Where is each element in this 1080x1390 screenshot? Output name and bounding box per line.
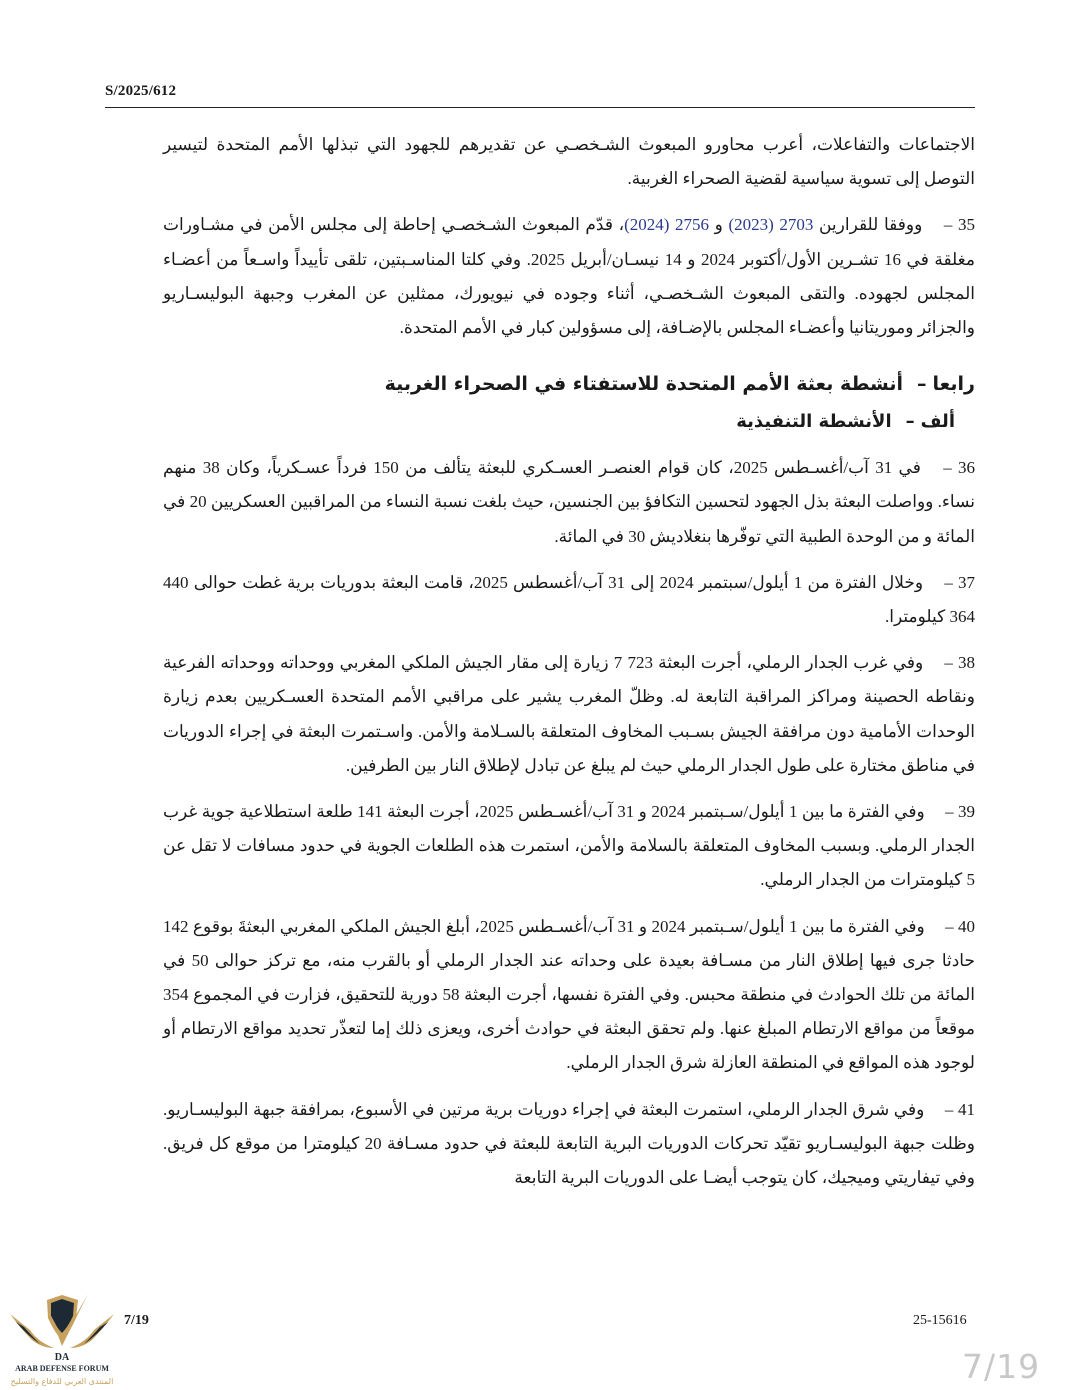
paragraph-number: 40 – bbox=[945, 917, 975, 936]
paragraph-text-pre: ووفقا للقرارين bbox=[813, 215, 923, 235]
paragraph-35 bbox=[163, 208, 975, 345]
paragraph-41 bbox=[163, 1093, 975, 1196]
paragraph-text: وخلال الفترة من 1 أيلول/سبتمبر 2024 إلى 31 آب/أغسطس 2025، قامت البعثة بدوريات برية غطت حوالى 440 364 كيلومترا. bbox=[163, 572, 975, 627]
intro-text: الاجتماعات والتفاعلات، أعرب محاورو المبعوث الشـخصـي عن تقديرهم للجهود التي تبذلها الأمم المتحدة لتيسير التوصل إلى تسوية سياسية لقضية الصحراء الغربية. bbox=[163, 135, 975, 189]
chapter-title: أنشطة بعثة الأمم المتحدة للاستفتاء في الصحراء الغربية bbox=[384, 373, 904, 396]
document-symbol: S/2025/612 bbox=[105, 83, 177, 99]
footer-page-number: 7/19 bbox=[124, 1313, 149, 1328]
logo-mark-text: DA bbox=[54, 1352, 70, 1363]
paragraph-number: 41 – bbox=[945, 1100, 975, 1119]
document-body bbox=[163, 128, 975, 1207]
resolution-link-2756[interactable]: 2756 (2024) bbox=[624, 215, 710, 235]
paragraph-number: 36 – bbox=[943, 458, 975, 477]
right-wing-icon bbox=[70, 1314, 114, 1348]
logo-subtitle: المنتدى العربي للدفاع والتسليح bbox=[10, 1377, 114, 1386]
heading-dash: – bbox=[905, 411, 915, 433]
section-label: ألف bbox=[920, 411, 955, 433]
chapter-label: رابعا bbox=[932, 373, 975, 396]
paragraph-36 bbox=[163, 451, 975, 554]
logo-title: ARAB DEFENSE FORUM bbox=[15, 1364, 109, 1373]
heading-dash: – bbox=[917, 373, 927, 396]
chapter-heading bbox=[163, 367, 975, 401]
paragraph-text: في 31 آب/أغسـطس 2025، كان قوام العنصـر العسـكري للبعثة يتألف من 150 فرداً عسـكرياً، وكان 38 منهم نساء. وواصلت البعثة بذل الجهود لتحسين التكافؤ بين الجنسين، حيث بلغت نسبة النساء من المراقبين العسكريين 20 في المائة و من الوحدة الطبية التي توفّرها بنغلاديش 30 في المائة. bbox=[163, 458, 975, 546]
intro-paragraph bbox=[163, 128, 975, 196]
paragraph-text: وفي الفترة ما بين 1 أيلول/سـبتمبر 2024 و 31 آب/أغسـطس 2025، أبلغ الجيش الملكي المغربي البعثةَ بوقوع 142 حادثا جرى فيها إطلاق النار من مسـافة بعيدة على وحداته عند الجدار الرملي أو بالقرب منه، مع تركز حوالى 50 في المائة من تلك الحوادث في منطقة محبس. وفي الفترة نفسها، أجرت البعثة 58 دورية للتحقيق، فزارت في المجموع 354 موقعاً من مواقع الارتطام المبلغ عنها. ولم تحقق البعثة في حوادث أخرى، ويعزى ذلك إما لتعذّر تحديد مواقع الارتطام أو لوجود هذه المواقع في المنطقة العازلة شرق الجدار الرملي. bbox=[163, 916, 975, 1073]
paragraph-number: 35 – bbox=[944, 215, 975, 234]
arab-defense-forum-logo-icon bbox=[4, 1294, 120, 1354]
paragraph-number: 39 – bbox=[945, 802, 975, 821]
right-wing-dark-icon bbox=[84, 1322, 108, 1344]
paragraph-39 bbox=[163, 795, 975, 898]
left-wing-icon bbox=[10, 1314, 54, 1348]
paragraph-40 bbox=[163, 910, 975, 1081]
paragraph-text: وفي الفترة ما بين 1 أيلول/سـبتمبر 2024 و 31 آب/أغسـطس 2025، أجرت البعثة 141 طلعة استطلاعية جوية غرب الجدار الرملي. وبسبب المخاوف المتعلقة بالسلامة والأمن، استمرت هذه الطلعات الجوية في حدود مسافات لا تقل عن 5 كيلومترات من الجدار الرملي. bbox=[163, 802, 975, 890]
section-title: الأنشطة التنفيذية bbox=[736, 411, 892, 433]
section-heading bbox=[163, 407, 955, 437]
paragraph-text: وفي غرب الجدار الرملي، أجرت البعثة 723 7 زيارة إلى مقار الجيش الملكي المغربي ووحداته ووحداته الفرعية ونقاطه الحصينة ومراكز المراقبة التابعة له. وظلّ المغرب يشير على مراقبي الأمم المتحدة العسـكريين بعدم زيارة الوحدات الأمامية دون مرافقة الجيش بسـبب المخاوف المتعلقة بالسـلامة والأمن. واسـتمرت البعثة في إجراء الدوريات في مناطق مختارة على طول الجدار الرملي حيث لم يبلغ عن تبادل لإطلاق النار بين الطرفين. bbox=[163, 653, 975, 775]
paragraph-number: 37 – bbox=[944, 573, 975, 592]
footer-document-code: 25-15616 bbox=[913, 1313, 967, 1328]
left-wing-dark-icon bbox=[16, 1322, 40, 1344]
viewer-page-indicator: 7/19 bbox=[962, 1347, 1041, 1386]
paragraph-text: وفي شرق الجدار الرملي، استمرت البعثة في إجراء دوريات برية مرتين في الأسبوع، بمرافقة جبهة البوليسـاريو. وظلت جبهة البوليسـاريو تقيّد تحركات الدوريات البرية التابعة للبعثة في حدود مسـافة 20 كيلومترا من موقع كل فريق. وفي تيفاريتي وميجيك، كان يتوجب أيضـا على الدوريات البرية التابعة bbox=[163, 1099, 976, 1188]
header-divider bbox=[105, 107, 975, 108]
resolution-link-2703[interactable]: 2703 (2023) bbox=[728, 215, 814, 235]
paragraph-text-post: ، قدّم المبعوث الشـخصـي إحاطة إلى مجلس الأمن في مشـاورات مغلقة في 16 تشـرين الأول/أكتوبر 2024 و 14 نيسـان/أبريل 2025. وفي كلتا المناسـبتين، تلقى تأييداً واسـعاً من أعضـاء المجلس لجهوده. والتقى المبعوث الشـخصـي، أثناء وجوده في نيويورك، ممثلين عن المغرب وجبهة البوليسـاريو والجزائر وموريتانيا وأعضـاء المجلس بالإضـافة، إلى مسؤولين كبار في الأمم المتحدة. bbox=[163, 215, 975, 338]
paragraph-number: 38 – bbox=[944, 653, 975, 672]
paragraph-text-mid: و bbox=[709, 215, 729, 235]
paragraph-38 bbox=[163, 646, 975, 783]
paragraph-37 bbox=[163, 566, 975, 634]
